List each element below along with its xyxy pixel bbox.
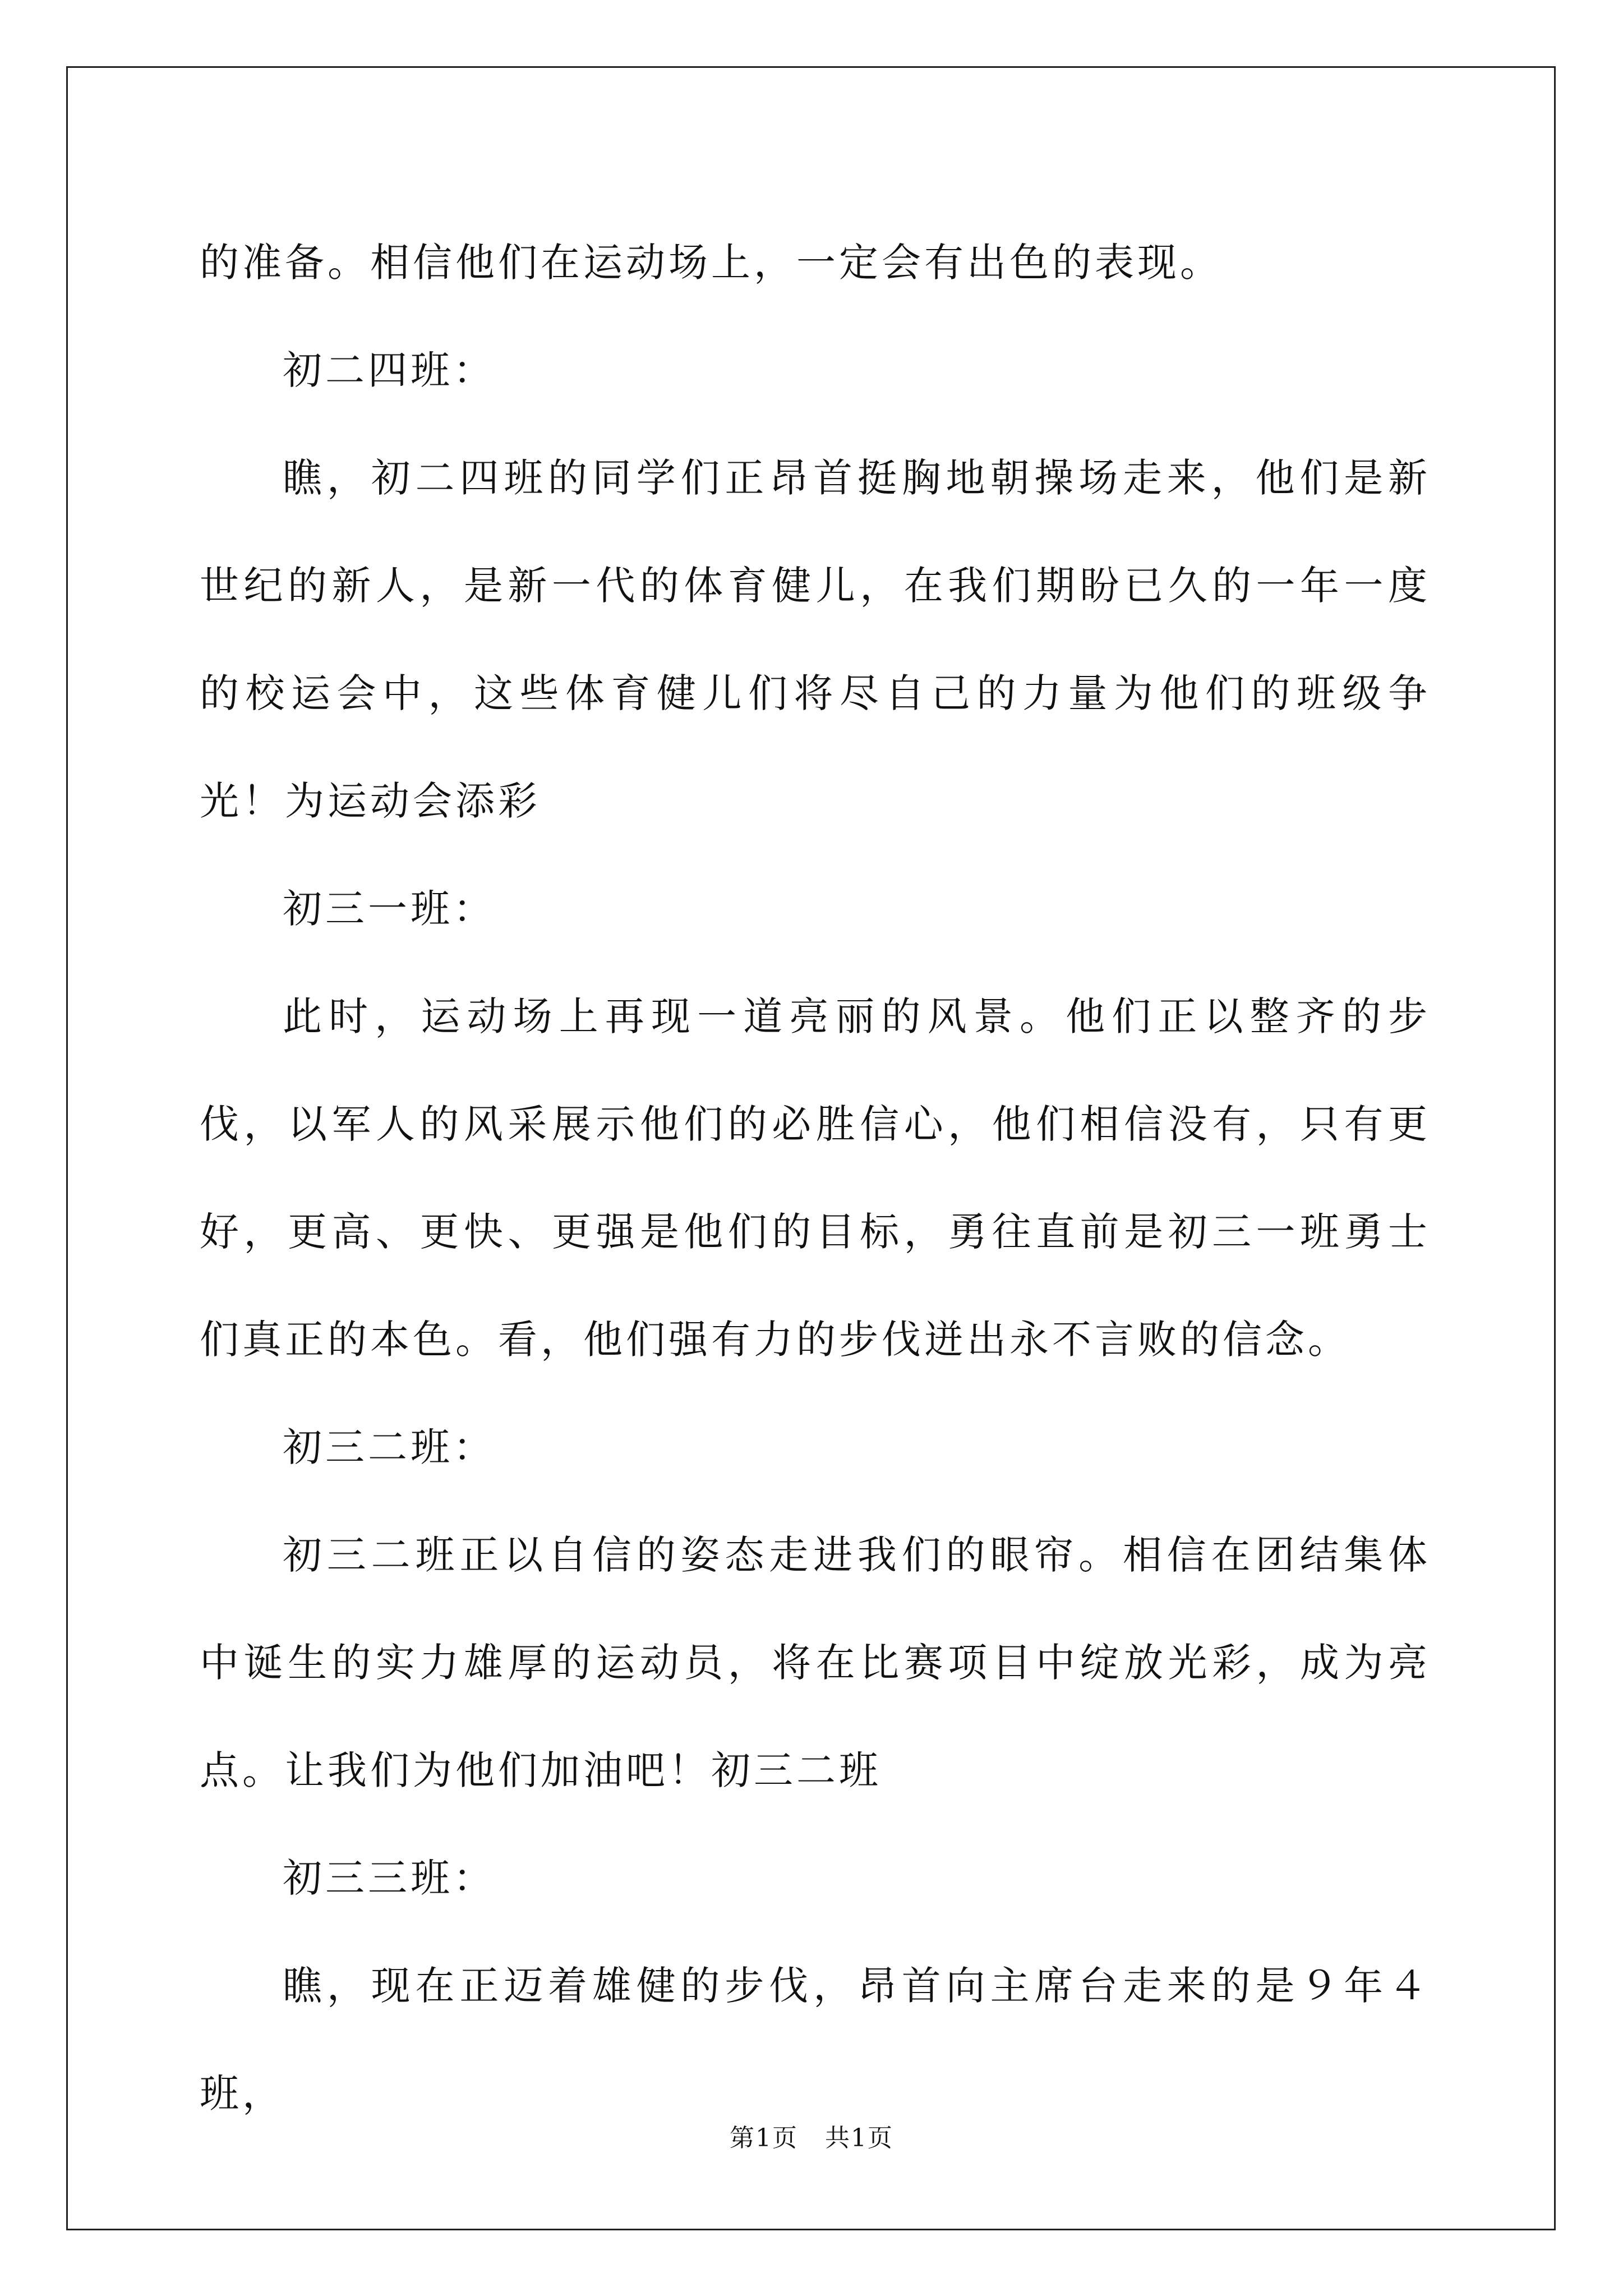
- paragraph: 初三二班正以自信的姿态走进我们的眼帘。相信在团结集体中诞生的实力雄厚的运动员，将在比赛项目中绽放光彩，成为亮点。让我们为他们加油吧！初三二班: [200, 1532, 1431, 1793]
- paragraph: 瞧，现在正迈着雄健的步伐，昂首向主席台走来的是９年４班，: [200, 1963, 1431, 2116]
- section-heading: 初三二班：: [283, 1424, 496, 1470]
- page-number: 第1页: [730, 2124, 798, 2152]
- paragraph: 此时，运动场上再现一道亮丽的风景。他们正以整齐的步伐，以军人的风采展示他们的必胜信心，他们相信没有，只有更好，更高、更快、更强是他们的目标，勇往直前是初三一班勇士们真正的本色。看，他们强有力的步伐迸出永不言败的信念。: [200, 993, 1431, 1363]
- section-heading: 初三三班：: [283, 1855, 496, 1901]
- paragraph: 瞧，初二四班的同学们正昂首挺胸地朝操场走来，他们是新世纪的新人，是新一代的体育健儿，在我们期盼已久的一年一度的校运会中，这些体育健儿们将尽自己的力量为他们的班级争光！为运动会添彩: [200, 455, 1431, 824]
- section-heading: 初三一班：: [283, 886, 496, 932]
- page-total: 共1页: [825, 2124, 893, 2152]
- document-body: [200, 209, 1431, 2147]
- section-heading: 初二四班：: [283, 347, 496, 393]
- page-footer: [0, 2122, 1623, 2155]
- paragraph: 的准备。相信他们在运动场上，一定会有出色的表现。: [200, 240, 1223, 286]
